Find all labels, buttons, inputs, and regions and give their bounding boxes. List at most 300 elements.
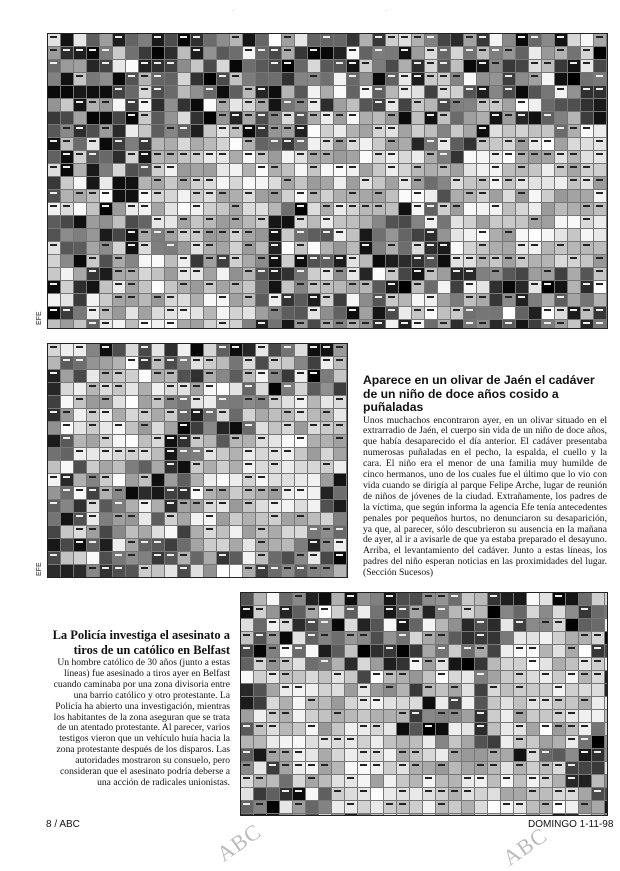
mosaic-tile <box>414 270 421 272</box>
mosaic-tile <box>243 255 255 267</box>
mosaic-tile <box>334 307 346 319</box>
mosaic-tile <box>243 409 255 421</box>
mosaic-tile <box>542 138 554 150</box>
mosaic-tile <box>63 489 70 491</box>
mosaic-tile <box>282 203 294 215</box>
mosaic-tile <box>388 270 395 272</box>
mosaic-tile <box>384 801 396 813</box>
mosaic-tile <box>87 357 99 369</box>
mosaic-tile <box>308 409 320 421</box>
mosaic-tile <box>399 790 406 792</box>
mosaic-tile <box>423 723 435 735</box>
mosaic-tile <box>74 229 86 241</box>
mosaic-tile <box>553 671 565 683</box>
mosaic-tile <box>165 86 177 98</box>
mosaic-tile <box>410 749 422 761</box>
mosaic-tile <box>139 99 151 111</box>
mosaic-tile <box>555 595 562 597</box>
mosaic-tile <box>139 268 151 280</box>
mosaic-tile <box>427 36 434 38</box>
mosaic-tile <box>167 437 174 439</box>
mosaic-tile <box>527 788 539 800</box>
mosaic-tile <box>191 539 203 551</box>
mosaic-tile <box>230 34 242 46</box>
mosaic-tile <box>115 424 122 426</box>
mosaic-tile <box>113 320 125 328</box>
mosaic-tile <box>542 725 549 727</box>
mosaic-tile <box>410 632 422 644</box>
mosaic-tile <box>527 710 539 722</box>
mosaic-tile <box>204 435 216 447</box>
mosaic-tile <box>74 268 86 280</box>
mosaic-tile <box>605 736 607 748</box>
mosaic-tile <box>479 179 486 181</box>
mosaic-tile <box>308 177 320 189</box>
mosaic-tile <box>61 357 73 369</box>
mosaic-tile <box>282 513 294 525</box>
mosaic-tile <box>514 606 526 618</box>
mosaic-tile <box>605 632 607 644</box>
mosaic-tile <box>100 344 112 356</box>
mosaic-tile <box>165 396 177 408</box>
mosaic-tile <box>267 775 279 787</box>
mosaic-tile <box>449 736 461 748</box>
mosaic-tile <box>464 34 476 46</box>
mosaic-tile <box>583 322 590 324</box>
mosaic-tile <box>204 307 216 319</box>
mosaic-tile <box>440 75 447 77</box>
mosaic-tile <box>449 723 461 735</box>
mosaic-tile <box>516 712 523 714</box>
mosaic-tile <box>232 218 239 220</box>
mosaic-tile <box>553 619 565 631</box>
mosaic-tile <box>384 619 396 631</box>
mosaic-tile <box>427 75 434 77</box>
mosaic-tile <box>568 86 580 98</box>
mosaic-tile <box>191 500 203 512</box>
mosaic-tile <box>505 114 512 116</box>
mosaic-tile <box>488 619 500 631</box>
mosaic-tile <box>191 474 203 486</box>
mosaic-tile <box>399 151 411 163</box>
mosaic-tile <box>332 723 344 735</box>
mosaic-tile <box>219 127 226 129</box>
mosaic-tile <box>438 86 450 98</box>
mosaic-tile <box>113 47 125 59</box>
mosaic-tile <box>217 86 229 98</box>
mosaic-tile <box>193 270 200 272</box>
mosaic-tile <box>334 34 346 46</box>
mosaic-tile <box>293 645 305 657</box>
mosaic-tile <box>592 736 604 748</box>
mosaic-tile <box>256 500 268 512</box>
mosaic-tile <box>204 34 216 46</box>
mosaic-tile <box>87 242 99 254</box>
mosaic-tile <box>505 140 512 142</box>
mosaic-tile <box>254 723 266 735</box>
mosaic-tile <box>306 801 318 813</box>
mosaic-tile <box>475 684 487 696</box>
mosaic-tile <box>254 801 266 813</box>
mosaic-tile <box>245 424 252 426</box>
mosaic-tile <box>113 281 125 293</box>
mosaic-tile <box>256 138 268 150</box>
mosaic-tile <box>256 725 263 727</box>
mosaic-tile <box>256 357 268 369</box>
mosaic-tile <box>139 461 151 473</box>
mosaic-tile <box>321 229 333 241</box>
mosaic-tile <box>139 34 151 46</box>
mosaic-tile <box>165 565 177 577</box>
mosaic-tile <box>87 513 99 525</box>
mosaic-tile <box>61 281 73 293</box>
mosaic-tile <box>126 526 138 538</box>
mosaic-tile <box>217 344 229 356</box>
mosaic-tile <box>566 658 578 670</box>
mosaic-tile <box>386 608 393 610</box>
mosaic-tile <box>451 294 463 306</box>
mosaic-tile <box>323 270 330 272</box>
mosaic-tile <box>50 244 57 246</box>
mosaic-tile <box>594 673 601 675</box>
mosaic-tile <box>462 619 474 631</box>
mosaic-tile <box>592 814 604 815</box>
mosaic-tile <box>386 268 398 280</box>
mosaic-tile <box>410 762 422 774</box>
mosaic-tile <box>306 814 318 815</box>
mosaic-tile <box>555 164 567 176</box>
mosaic-tile <box>321 151 333 163</box>
mosaic-tile <box>436 749 448 761</box>
mosaic-tile <box>74 487 86 499</box>
mosaic-tile <box>321 86 333 98</box>
mosaic-tile <box>332 788 344 800</box>
mosaic-tile <box>256 448 268 460</box>
mosaic-tile <box>425 86 437 98</box>
mosaic-tile <box>102 411 109 413</box>
mosaic-tile <box>319 788 331 800</box>
article-headline: Aparece en un olivar de Jaén el cadáver de un niño de doce años cosido a puñaladas <box>363 373 595 414</box>
mosaic-tile <box>139 138 151 150</box>
mosaic-tile <box>347 60 359 72</box>
mosaic-tile <box>347 73 359 85</box>
mosaic-tile <box>579 593 591 605</box>
mosaic-tile <box>319 632 331 644</box>
mosaic-tile <box>191 60 203 72</box>
mosaic-tile <box>490 73 502 85</box>
mosaic-tile <box>154 62 161 64</box>
mosaic-tile <box>193 36 200 38</box>
mosaic-tile <box>206 283 213 285</box>
mosaic-tile <box>375 205 382 207</box>
mosaic-tile <box>475 658 487 670</box>
mosaic-tile <box>581 751 588 753</box>
mosaic-tile <box>154 88 161 90</box>
mosaic-tile <box>529 112 541 124</box>
mosaic-tile <box>141 166 148 168</box>
mosaic-tile <box>371 775 383 787</box>
mosaic-tile <box>293 619 305 631</box>
mosaic-tile <box>570 62 577 64</box>
mosaic-tile <box>126 151 138 163</box>
mosaic-tile <box>581 125 593 137</box>
mosaic-tile <box>321 738 328 740</box>
mosaic-tile <box>358 736 370 748</box>
mosaic-tile <box>243 396 255 408</box>
mosaic-tile <box>427 62 434 64</box>
mosaic-tile <box>139 344 151 356</box>
mosaic-tile <box>74 565 86 577</box>
mosaic-tile <box>258 270 265 272</box>
mosaic-tile <box>204 60 216 72</box>
mosaic-tile <box>464 73 476 85</box>
mosaic-tile <box>280 619 292 631</box>
mosaic-tile <box>76 127 83 129</box>
mosaic-tile <box>241 814 253 815</box>
mosaic-tile <box>74 370 86 382</box>
mosaic-tile <box>555 125 567 137</box>
mosaic-tile <box>475 632 487 644</box>
mosaic-tile <box>516 86 528 98</box>
mosaic-tile <box>243 357 255 369</box>
mosaic-tile <box>399 307 411 319</box>
mosaic-tile <box>490 229 502 241</box>
mosaic-tile <box>256 487 268 499</box>
mosaic-tile <box>204 448 216 460</box>
mosaic-tile <box>256 344 268 356</box>
mosaic-tile <box>308 513 320 525</box>
mosaic-tile <box>475 606 487 618</box>
mosaic-tile <box>319 814 331 815</box>
mosaic-tile <box>399 751 406 753</box>
mosaic-tile <box>256 552 268 564</box>
mosaic-tile <box>414 36 421 38</box>
mosaic-tile <box>178 34 190 46</box>
mosaic-tile <box>245 398 252 400</box>
mosaic-tile <box>87 86 99 98</box>
mosaic-tile <box>581 216 593 228</box>
mosaic-tile <box>332 801 344 813</box>
mosaic-tile <box>438 34 450 46</box>
mosaic-tile <box>243 190 255 202</box>
mosaic-tile <box>464 203 476 215</box>
mosaic-tile <box>462 684 474 696</box>
mosaic-tile <box>423 762 435 774</box>
mosaic-tile <box>490 281 502 293</box>
mosaic-tile <box>178 294 190 306</box>
mosaic-tile <box>139 242 151 254</box>
mosaic-tile <box>527 671 539 683</box>
mosaic-tile <box>217 177 229 189</box>
mosaic-tile <box>87 112 99 124</box>
mosaic-tile <box>165 448 177 460</box>
mosaic-tile <box>399 203 411 215</box>
mosaic-tile <box>605 801 607 813</box>
mosaic-tile <box>76 515 83 517</box>
mosaic-tile <box>204 526 216 538</box>
mosaic-tile <box>347 268 359 280</box>
mosaic-tile <box>256 229 268 241</box>
mosaic-tile <box>360 634 367 636</box>
mosaic-tile <box>102 62 109 64</box>
mosaic-tile <box>152 281 164 293</box>
mosaic-tile <box>503 73 515 85</box>
mosaic-tile <box>61 34 73 46</box>
mosaic-tile <box>113 268 125 280</box>
mosaic-tile <box>100 34 112 46</box>
mosaic-tile <box>154 36 161 38</box>
mosaic-tile <box>412 608 419 610</box>
mosaic-tile <box>61 242 73 254</box>
mosaic-tile <box>282 344 294 356</box>
mosaic-tile <box>308 435 320 447</box>
mosaic-tile <box>596 75 603 77</box>
mosaic-tile <box>321 177 333 189</box>
mosaic-tile <box>310 346 317 348</box>
mosaic-tile <box>399 294 411 306</box>
mosaic-tile <box>50 205 57 207</box>
mosaic-tile <box>477 242 489 254</box>
mosaic-tile <box>269 435 281 447</box>
mosaic-tile <box>373 34 385 46</box>
mosaic-tile <box>217 268 229 280</box>
mosaic-tile <box>152 268 164 280</box>
mosaic-tile <box>425 268 437 280</box>
mosaic-tile <box>271 140 278 142</box>
mosaic-tile <box>592 723 604 735</box>
mosaic-tile <box>505 257 512 259</box>
mosaic-tile <box>323 114 330 116</box>
mosaic-tile <box>230 552 242 564</box>
mosaic-tile <box>501 619 513 631</box>
mosaic-tile <box>308 448 320 460</box>
mosaic-tile <box>219 101 226 103</box>
mosaic-tile <box>63 476 70 478</box>
mosaic-tile <box>126 164 138 176</box>
mosaic-tile <box>568 764 575 766</box>
mosaic-tile <box>358 697 370 709</box>
mosaic-tile <box>297 101 304 103</box>
mosaic-tile <box>100 487 112 499</box>
mosaic-tile <box>319 684 331 696</box>
mosaic-tile <box>191 99 203 111</box>
mosaic-tile <box>100 294 112 306</box>
mosaic-tile <box>295 595 302 597</box>
mosaic-tile <box>126 73 138 85</box>
mosaic-tile <box>113 242 125 254</box>
mosaic-tile <box>332 606 344 618</box>
mosaic-tile <box>100 268 112 280</box>
mosaic-tile <box>410 710 422 722</box>
mosaic-tile <box>594 268 606 280</box>
mosaic-tile <box>410 801 422 813</box>
mosaic-tile <box>488 606 500 618</box>
mosaic-tile <box>451 595 458 597</box>
mosaic-tile <box>414 101 421 103</box>
mosaic-tile <box>193 437 200 439</box>
mosaic-tile <box>358 632 370 644</box>
mosaic-tile <box>284 114 291 116</box>
mosaic-tile <box>373 268 385 280</box>
mosaic-tile <box>464 268 476 280</box>
mosaic-tile <box>256 73 268 85</box>
mosaic-tile <box>360 699 367 701</box>
mosaic-tile <box>323 567 330 569</box>
mosaic-tile <box>384 632 396 644</box>
mosaic-tile <box>516 320 528 328</box>
mosaic-tile <box>48 461 60 473</box>
mosaic-tile <box>438 47 450 59</box>
mosaic-tile <box>345 723 357 735</box>
mosaic-tile <box>384 775 396 787</box>
mosaic-tile <box>102 244 109 246</box>
mosaic-tile <box>568 190 580 202</box>
mosaic-tile <box>245 450 252 452</box>
mosaic-tile <box>295 164 307 176</box>
mosaic-tile <box>193 49 200 51</box>
mosaic-tile <box>477 47 489 59</box>
mosaic-tile <box>271 398 278 400</box>
mosaic-tile <box>297 411 304 413</box>
mosaic-tile <box>139 281 151 293</box>
mosaic-tile <box>464 47 476 59</box>
mosaic-tile <box>219 489 226 491</box>
mosaic-tile <box>594 34 606 46</box>
mosaic-tile <box>323 296 330 298</box>
mosaic-tile <box>529 73 541 85</box>
mosaic-tile <box>399 673 406 675</box>
mosaic-tile <box>321 294 333 306</box>
mosaic-tile <box>308 47 320 59</box>
mosaic-tile <box>206 153 213 155</box>
mosaic-tile <box>427 309 434 311</box>
mosaic-tile <box>115 257 122 259</box>
mosaic-tile <box>334 112 346 124</box>
mosaic-tile <box>592 710 604 722</box>
mosaic-tile <box>139 396 151 408</box>
mosaic-tile <box>243 725 250 727</box>
mosaic-tile <box>425 634 432 636</box>
mosaic-tile <box>282 190 294 202</box>
mosaic-tile <box>516 268 528 280</box>
mosaic-tile <box>102 385 109 387</box>
mosaic-tile <box>243 764 250 766</box>
mosaic-tile <box>412 164 424 176</box>
mosaic-tile <box>490 203 502 215</box>
mosaic-tile <box>167 166 174 168</box>
mosaic-tile <box>165 357 177 369</box>
mosaic-tile <box>152 86 164 98</box>
mosaic-tile <box>295 177 307 189</box>
mosaic-tile <box>581 229 593 241</box>
mosaic-tile <box>74 164 86 176</box>
mosaic-tile <box>165 99 177 111</box>
mosaic-tile <box>436 775 448 787</box>
mosaic-tile <box>371 762 383 774</box>
mosaic-tile <box>566 697 578 709</box>
mosaic-tile <box>347 203 359 215</box>
mosaic-tile <box>308 344 320 356</box>
article-jaen <box>363 374 607 579</box>
mosaic-tile <box>267 684 279 696</box>
mosaic-tile <box>423 619 435 631</box>
mosaic-tile <box>63 49 70 51</box>
mosaic-tile <box>505 88 512 90</box>
mosaic-tile <box>113 60 125 72</box>
mosaic-tile <box>583 283 590 285</box>
mosaic-tile <box>167 489 174 491</box>
mosaic-tile <box>449 775 461 787</box>
